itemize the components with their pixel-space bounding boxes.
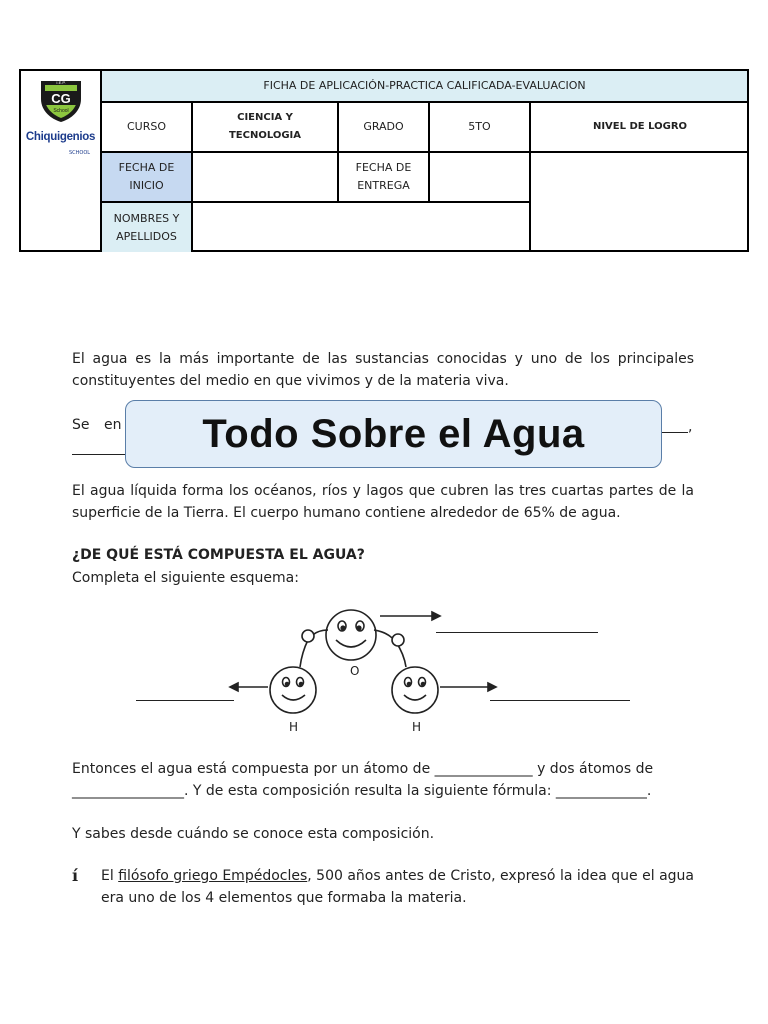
atom-label-h2: H	[412, 720, 422, 734]
sheet-title	[102, 71, 749, 103]
fecha-inicio-label-cell	[102, 153, 193, 203]
grado-value-cell	[430, 103, 531, 153]
empedocles-link[interactable]: filósofo griego Empédocles	[118, 868, 308, 884]
instruction-text: Completa el siguiente esquema:	[72, 570, 299, 586]
nombres-field[interactable]	[193, 203, 531, 252]
atom-label-h1: H	[289, 720, 299, 734]
sheet-title-text: FICHA DE APLICACIÓN-PRACTICA CALIFICADA-EVALUACION	[263, 79, 586, 92]
molecule-illustration	[130, 602, 650, 744]
logo-school-text: School	[52, 108, 69, 114]
fecha-entrega-label-cell	[339, 153, 430, 203]
intro-paragraph: El agua es la más importante de las sustancias conocidas y uno de los principales constituyentes del medio en que vivimos y de la materia viva.	[72, 351, 694, 389]
header-table	[19, 69, 749, 252]
logo-badge-text: CG	[50, 91, 71, 106]
answer-blank-hydrogen-right[interactable]	[490, 700, 630, 701]
composition-line-1: Entonces el agua está compuesta por un átomo de ______________ y dos átomos de	[72, 761, 654, 777]
empedocles-post: , 500 años antes de Cristo, expresó la idea que el agua era uno de los 4 elementos que formaba la materia.	[101, 868, 694, 906]
answer-blank-oxygen[interactable]	[436, 632, 598, 633]
se-line-blank-left	[72, 454, 126, 455]
nivel-label: NIVEL DE LOGRO	[592, 121, 688, 132]
nombres-label-cell	[102, 203, 193, 252]
grado-label: GRADO	[363, 120, 404, 133]
brand-name: Chiquigenios	[25, 131, 96, 143]
section-heading: ¿DE QUÉ ESTÁ COMPUESTA EL AGUA?	[72, 547, 365, 563]
grado-label-cell	[339, 103, 430, 153]
se-line-start: Se	[72, 417, 90, 433]
nivel-logro-field[interactable]	[531, 153, 749, 252]
curso-value: CIENCIA Y TECNOLOGIA	[228, 112, 302, 141]
curso-label-cell	[102, 103, 193, 153]
empedocles-pre: El	[101, 868, 119, 884]
banner-title: Todo Sobre el Agua	[202, 411, 585, 456]
oceans-paragraph: El agua líquida forma los océanos, ríos y lagos que cubren las tres cuartas partes de la superficie de la Tierra. El cuerpo humano contiene alrededor de 65% de agua.	[72, 483, 694, 521]
brand-sub: SCHOOL	[68, 150, 91, 156]
bullet-marker: í	[72, 866, 79, 885]
known-since-text: Y sabes desde cuándo se conoce esta composición.	[72, 826, 435, 842]
shield-icon	[37, 77, 85, 123]
composition-line-2: ________________. Y de esta composición resulta la siguiente fórmula: _____________.	[72, 783, 652, 799]
fecha-entrega-field[interactable]	[430, 153, 531, 203]
se-line-word: en	[104, 417, 122, 433]
fecha-entrega-label: FECHA DE ENTREGA	[355, 161, 412, 192]
fecha-inicio-label: FECHA DE INICIO	[118, 161, 175, 192]
se-line-comma: ,	[688, 419, 693, 435]
grado-value: 5TO	[468, 120, 491, 133]
atom-label-o: O	[350, 664, 360, 678]
title-banner	[125, 400, 662, 468]
curso-label: CURSO	[126, 120, 166, 133]
nivel-label-cell	[531, 103, 749, 153]
nombres-label: NOMBRES Y APELLIDOS	[113, 211, 180, 243]
curso-value-cell	[193, 103, 339, 153]
fecha-inicio-field[interactable]	[193, 153, 339, 203]
se-line-blank-right	[660, 432, 688, 433]
school-logo	[21, 71, 102, 252]
water-molecule-diagram	[130, 602, 650, 744]
answer-blank-hydrogen-left[interactable]	[136, 700, 234, 701]
empedocles-paragraph	[101, 865, 694, 909]
logo-top-text: I.E.P.	[55, 80, 66, 85]
